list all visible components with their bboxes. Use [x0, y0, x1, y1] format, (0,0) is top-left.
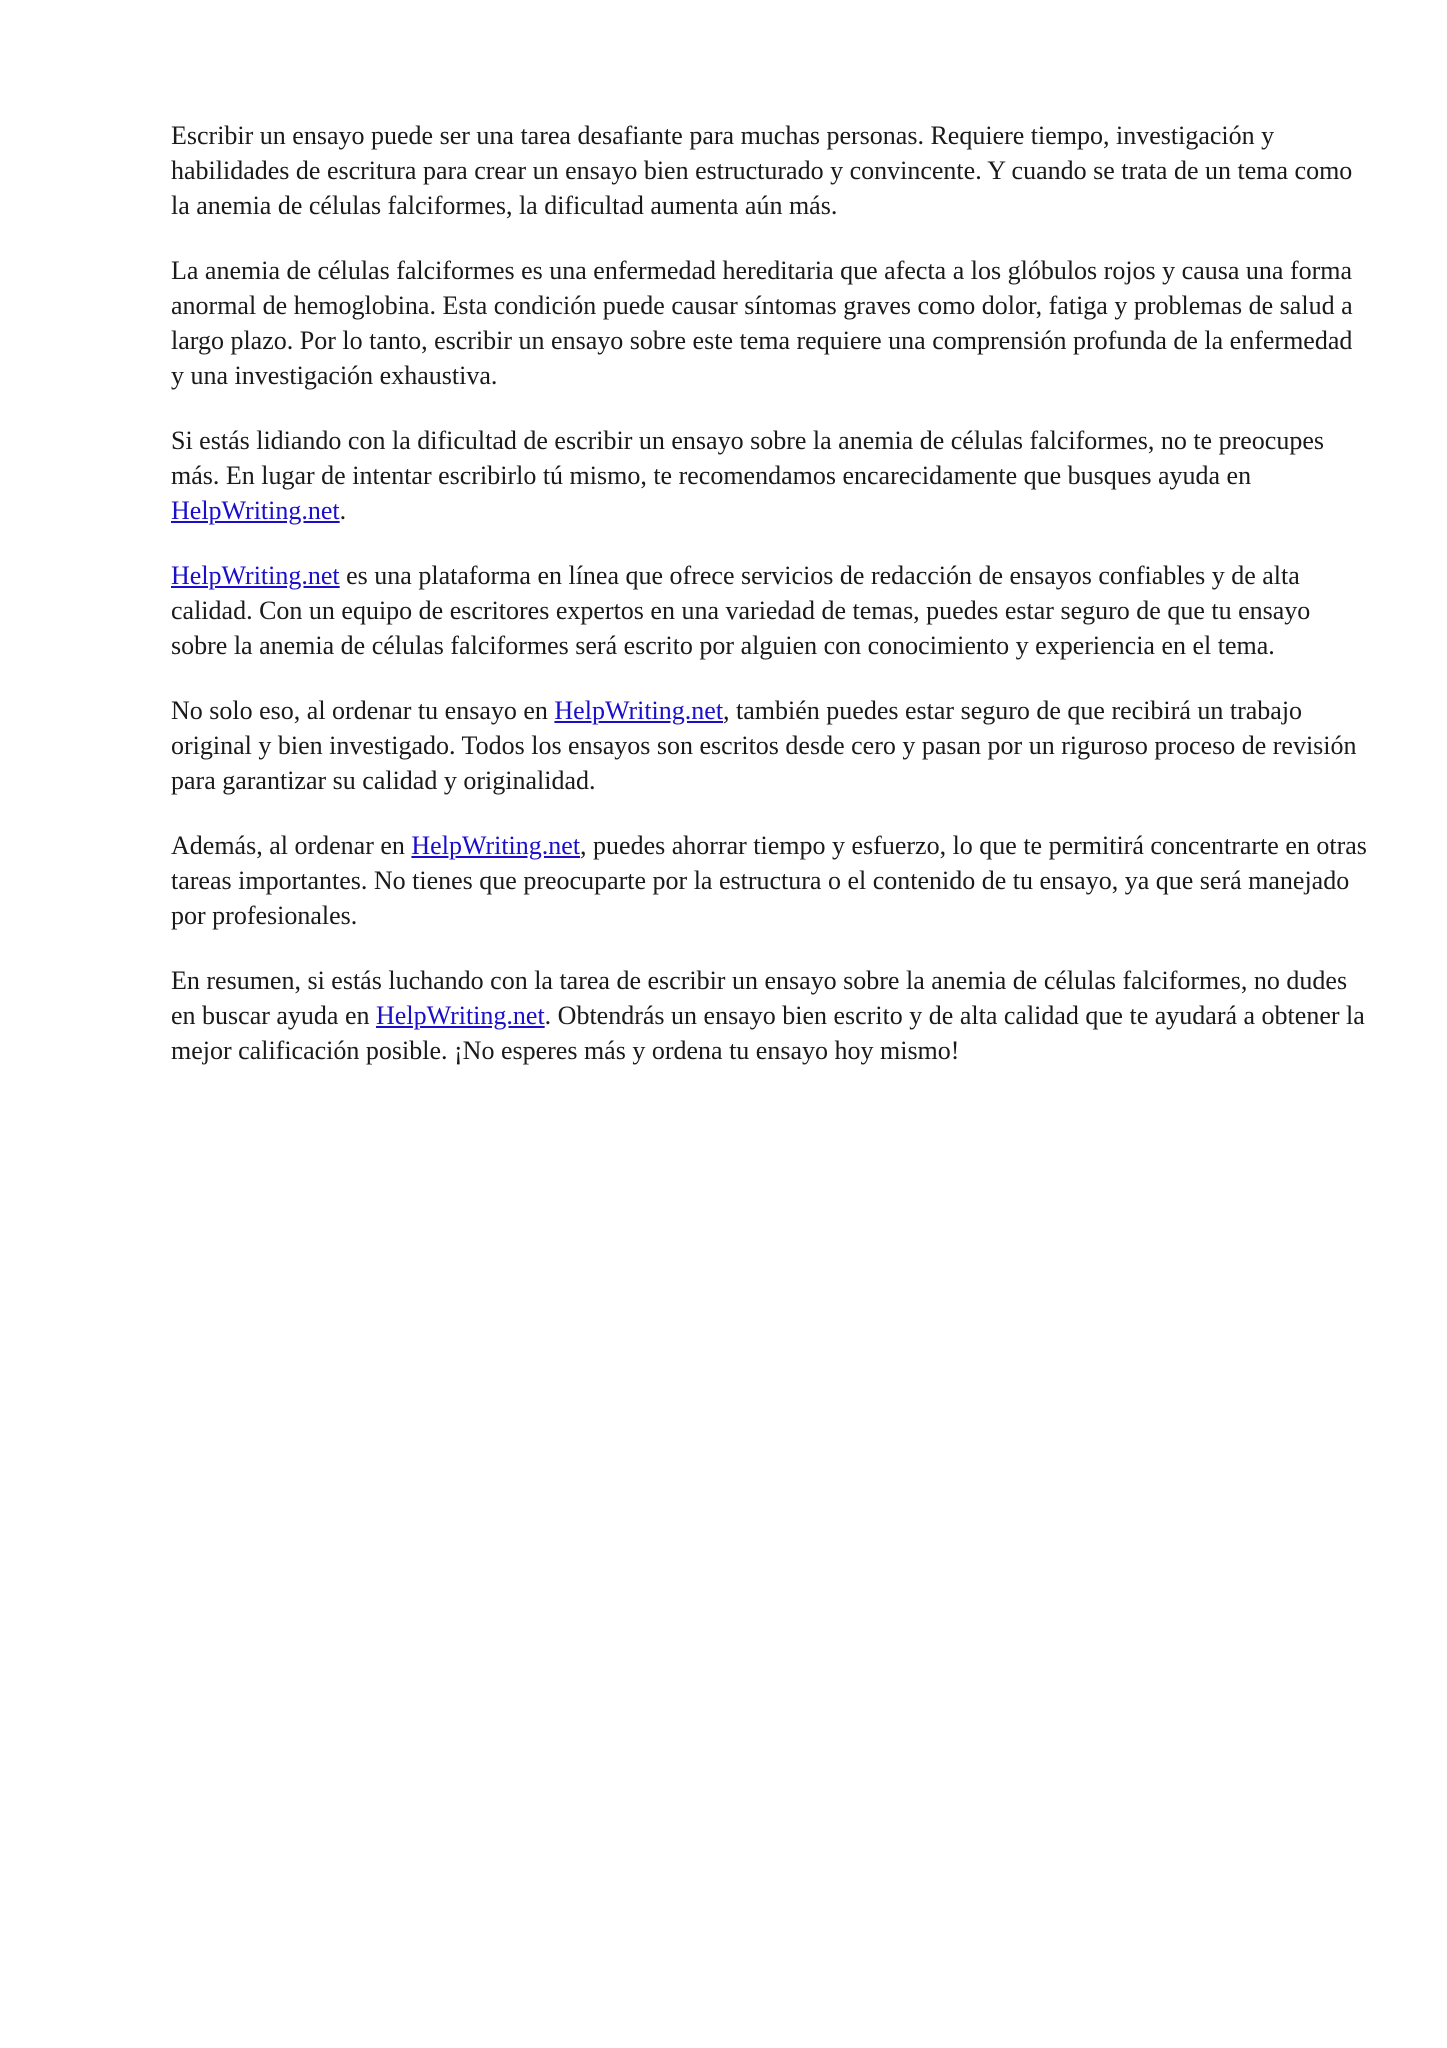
paragraph-text: En resumen, si estás luchando con la tarea de escribir un ensayo sobre la anemia de células falciformes, no dudes en buscar ayuda en: [171, 966, 1348, 1030]
paragraph-time-saving: [171, 828, 1371, 933]
paragraph-text: Además, al ordenar en: [171, 831, 412, 860]
helpwriting-link[interactable]: HelpWriting.net: [171, 496, 340, 525]
helpwriting-link[interactable]: HelpWriting.net: [554, 696, 724, 725]
paragraph-condition: [171, 253, 1371, 393]
paragraph-text: . Obtendrás un ensayo bien escrito y de alta calidad que te ayudará a obtener la mejor calificación posible. ¡No esperes más y ordena tu ensayo hoy mismo!: [171, 1001, 1365, 1065]
helpwriting-link[interactable]: HelpWriting.net: [411, 831, 581, 860]
paragraph-text: La anemia de células falciformes es una enfermedad hereditaria que afecta a los glóbulos rojos y causa una forma anormal de hemoglobina. Esta condición puede causar síntomas graves como dolor, fatiga y problemas de salud a largo plazo. Por lo tanto, escribir un ensayo sobre este tema requiere una comprensión profunda de la enfermedad y una investigación exhaustiva.: [171, 256, 1353, 390]
document-body: [171, 118, 1371, 1098]
paragraph-text: , puedes ahorrar tiempo y esfuerzo, lo que te permitirá concentrarte en otras tareas importantes. No tienes que preocuparte por la estructura o el contenido de tu ensayo, ya que será manejado por profesionales.: [171, 831, 1367, 930]
paragraph-text: Si estás lidiando con la dificultad de escribir un ensayo sobre la anemia de células falciformes, no te preocupes más. En lugar de intentar escribirlo tú mismo, te recomendamos encarecidamente que busques ayuda en: [171, 426, 1324, 490]
paragraph-originality: [171, 693, 1371, 798]
paragraph-text: Escribir un ensayo puede ser una tarea desafiante para muchas personas. Requiere tiempo, investigación y habilidades de escritura para crear un ensayo bien estructurado y convincente. Y cuando se trata de un tema como la anemia de células falciformes, la dificultad aumenta aún más.: [171, 121, 1353, 220]
helpwriting-link[interactable]: HelpWriting.net: [376, 1001, 545, 1030]
helpwriting-link[interactable]: HelpWriting.net: [171, 561, 340, 590]
paragraph-platform: [171, 558, 1371, 663]
paragraph-summary: [171, 963, 1371, 1068]
paragraph-text: es una plataforma en línea que ofrece servicios de redacción de ensayos confiables y de alta calidad. Con un equipo de escritores expertos en una variedad de temas, puedes estar seguro de que tu ensayo sobre la anemia de células falciformes será escrito por alguien con conocimiento y experiencia en el tema.: [171, 561, 1311, 660]
paragraph-text: .: [339, 496, 347, 525]
paragraph-recommendation: [171, 423, 1371, 528]
paragraph-text: No solo eso, al ordenar tu ensayo en: [171, 696, 555, 725]
paragraph-text: , también puedes estar seguro de que recibirá un trabajo original y bien investigado. Todos los ensayos son escritos desde cero y pasan por un riguroso proceso de revisión para garantizar su calidad y originalidad.: [171, 696, 1357, 795]
paragraph-intro: [171, 118, 1371, 223]
